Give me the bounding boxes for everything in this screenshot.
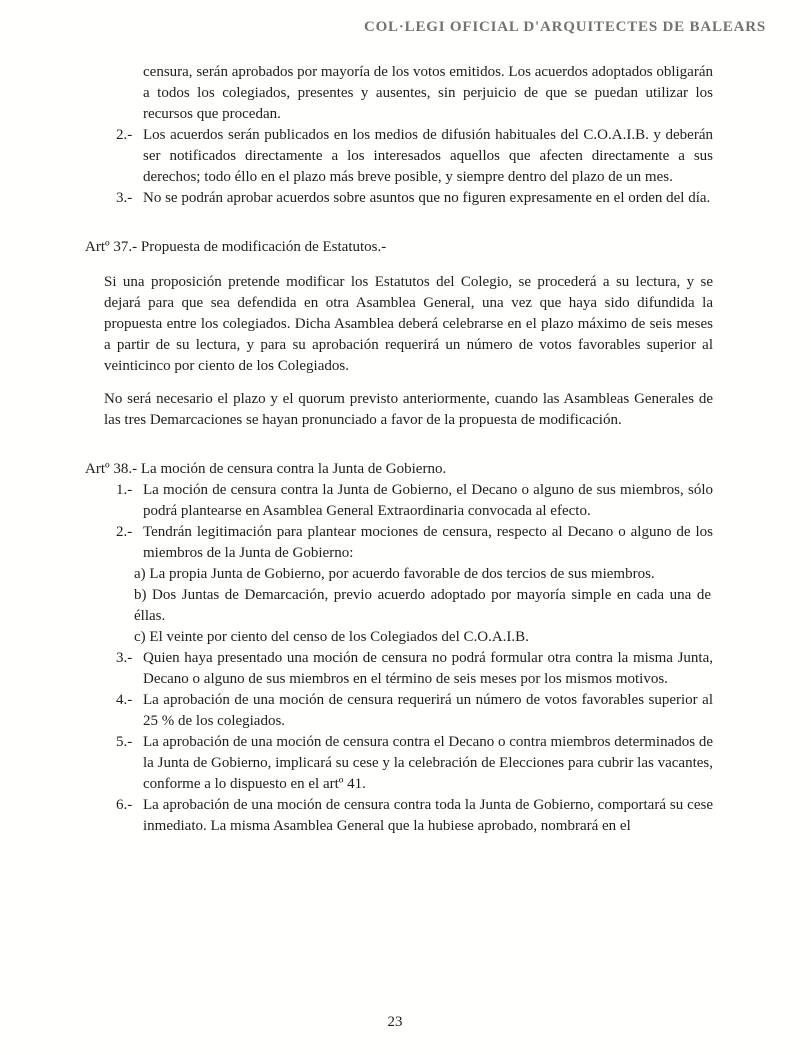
list-item-text: La aprobación de una moción de censura contra el Decano o contra miembros determinados de la Junta de Gobierno, implicará su cese y la celebración de Elecciones para cubrir las vacantes, conforme a lo dispuesto en el artº 41. — [143, 734, 713, 792]
page-header: COL·LEGI OFICIAL D'ARQUITECTES DE BALEARS — [363, 19, 766, 35]
list-item-2 — [116, 522, 713, 564]
list-item-3 — [116, 188, 713, 209]
article-37-heading: Artº 37.- Propuesta de modificación de Estatutos.- — [85, 239, 387, 255]
list-item-number: 5.- — [116, 734, 133, 750]
list-item-text: La aprobación de una moción de censura contra toda la Junta de Gobierno, comportará su cese inmediato. La misma Asamblea General que la hubiese aprobado, nombrará en el — [143, 797, 713, 834]
list-item-3 — [116, 648, 713, 690]
list-item-number: 2.- — [116, 127, 133, 143]
article-37-paragraph-2: No será necesario el plazo y el quorum previsto anteriormente, cuando las Asambleas Generales de las tres Demarcaciones se hayan pronunciado a favor de la propuesta de modificación. — [104, 391, 713, 428]
page-number: 23 — [387, 1014, 403, 1030]
sub-item-a: a) La propia Junta de Gobierno, por acuerdo favorable de dos tercios de sus miembros. — [134, 566, 655, 582]
list-item-6 — [116, 795, 713, 837]
list-item-number: 6.- — [116, 797, 133, 813]
sub-item-c: c) El veinte por ciento del censo de los Colegiados del C.O.A.I.B. — [134, 629, 529, 645]
list-item-number: 3.- — [116, 190, 133, 206]
list-item-number: 3.- — [116, 650, 133, 666]
list-item-text: No se podrán aprobar acuerdos sobre asuntos que no figuren expresamente en el orden del día. — [143, 190, 711, 206]
article-38-heading: Artº 38.- La moción de censura contra la Junta de Gobierno. — [85, 461, 447, 477]
list-item-text: Los acuerdos serán publicados en los medios de difusión habituales del C.O.A.I.B. y deberán ser notificados directamente a los interesados aquellos que afecten directamente a sus derechos; todo éllo en el plazo más breve posible, y siempre dentro del plazo de un mes. — [143, 127, 713, 185]
document-body — [0, 62, 811, 837]
list-item-5 — [116, 732, 713, 795]
sub-item-b: b) Dos Juntas de Demarcación, previo acuerdo adoptado por mayoría simple en cada una de éllas. — [134, 587, 711, 624]
intro-paragraph: censura, serán aprobados por mayoría de los votos emitidos. Los acuerdos adoptados obligarán a todos los colegiados, presentes y ausentes, sin perjuicio de que se puedan utilizar los recursos que procedan. — [143, 64, 713, 122]
list-item-4 — [116, 690, 713, 732]
list-item-2 — [116, 125, 713, 188]
list-item-text: La moción de censura contra la Junta de Gobierno, el Decano o alguno de sus miembros, sólo podrá plantearse en Asamblea General Extraordinaria convocada al efecto. — [143, 482, 713, 519]
list-item-number: 2.- — [116, 524, 133, 540]
article-37-paragraph-1: Si una proposición pretende modificar los Estatutos del Colegio, se procederá a su lectura, y se dejará para que sea defendida en otra Asamblea General, una vez que haya sido difundida la propuesta entre los colegiados. Dicha Asamblea deberá celebrarse en el plazo máximo de seis meses a partir de su lectura, y para su aprobación requerirá un número de votos favorables superior al veinticinco por ciento de los Colegiados. — [104, 274, 713, 374]
list-item-number: 1.- — [116, 482, 133, 498]
list-item-text: Quien haya presentado una moción de censura no podrá formular otra contra la misma Junta, Decano o alguno de sus miembros en el término de seis meses por los mismos motivos. — [143, 650, 713, 687]
list-item-number: 4.- — [116, 692, 133, 708]
list-item-text: La aprobación de una moción de censura requerirá un número de votos favorables superior al 25 % de los colegiados. — [143, 692, 713, 729]
list-item-text: Tendrán legitimación para plantear mociones de censura, respecto al Decano o alguno de los miembros de la Junta de Gobierno: — [143, 524, 713, 561]
list-item-1 — [116, 480, 713, 522]
